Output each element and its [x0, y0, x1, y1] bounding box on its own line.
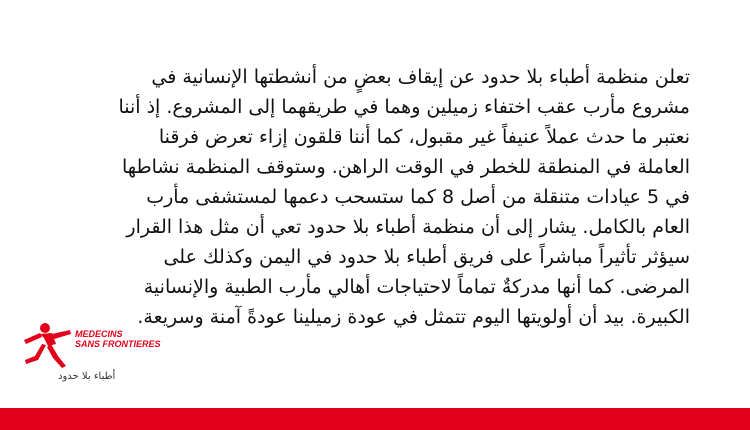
statement-line: العام بالكامل. يشار إلى أن منظمة أطباء بلا حدود تعي أن مثل هذا القرار — [126, 216, 690, 238]
logo-name-line2: SANS FRONTIERES — [75, 339, 161, 349]
statement-line: الكبيرة. بيد أن أولويتها اليوم تتمثل في عودة زميلينا عودةً آمنة وسريعة. — [137, 306, 690, 328]
statement-line: المرضى. كما أنها مدركةٌ تماماً لاحتياجات أهالي مأرب الطبية والإنسانية — [143, 276, 690, 298]
logo-name-arabic: أطباء بلا حدود — [58, 371, 116, 382]
statement-line: العاملة في المنطقة للخطر في الوقت الراهن. وستوقف المنظمة نشاطها — [121, 156, 690, 178]
statement-line: تعلن منظمة أطباء بلا حدود عن إيقاف بعضٍ من أنشطتها الإنسانية في — [151, 66, 690, 88]
msf-logo-text — [75, 329, 161, 349]
statement-line: في 5 عيادات متنقلة من أصل 8 كما ستسحب دعمها لمستشفى مأرب — [146, 186, 690, 208]
statement-line: نعتبر ما حدث عملاً عنيفاً غير مقبول، كما أننا قلقون إزاء تعرض فرقنا — [158, 126, 690, 148]
statement-text — [30, 62, 690, 332]
msf-running-figure-icon — [18, 322, 74, 370]
statement-line: سيؤثر تأثيراً مباشراً على فريق أطباء بلا حدود في اليمن وكذلك على — [163, 246, 690, 268]
msf-logo — [18, 322, 168, 392]
footer-bar — [0, 408, 750, 430]
logo-name-line1: MEDECINS — [75, 329, 123, 339]
statement-line: مشروع مأرب عقب اختفاء زميلين وهما في طريقهما إلى المشروع. إذ أننا — [118, 96, 690, 118]
